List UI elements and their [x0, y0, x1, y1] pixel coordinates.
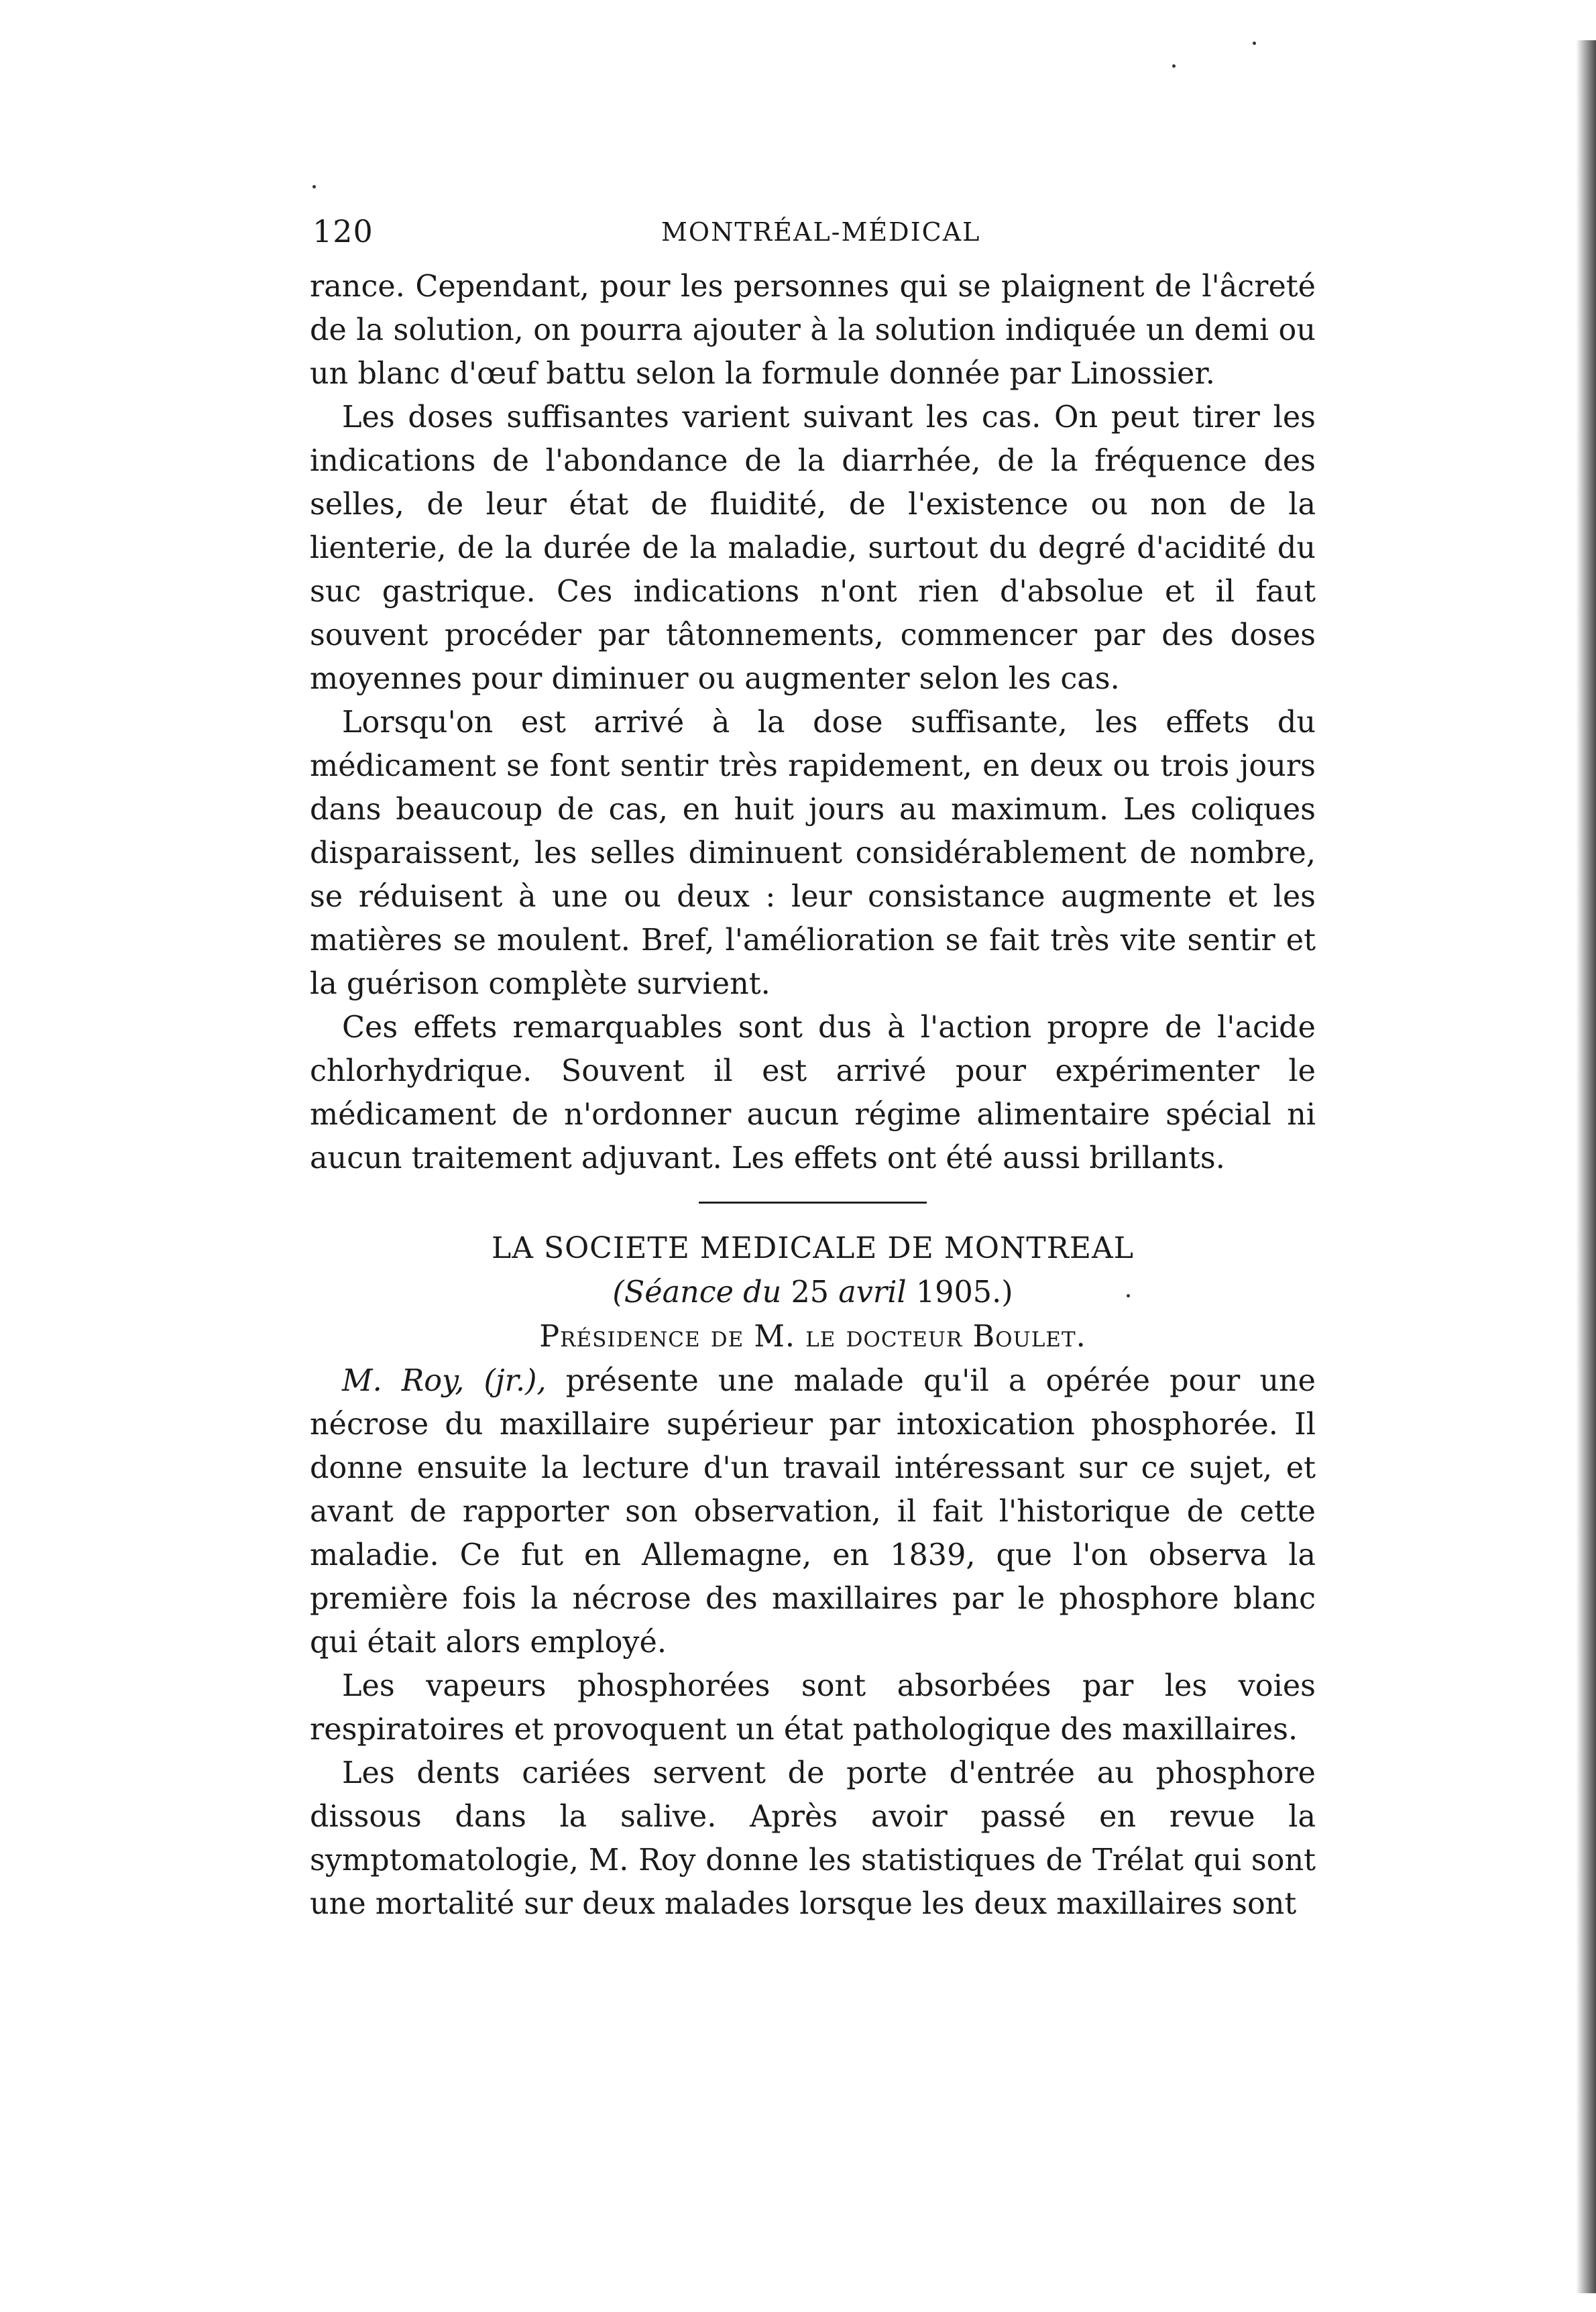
session-open: (	[612, 1275, 624, 1310]
journal-title: MONTRÉAL-MÉDICAL	[661, 217, 981, 247]
page-edge-shadow	[1576, 40, 1596, 2293]
session-date	[310, 1271, 1316, 1315]
session-day: 25	[791, 1275, 830, 1310]
paragraph-teeth: Les dents cariées servent de porte d'entrée au phosphore dissous dans la salive. Après avoir passé en revue la symptomatologie, M. Roy donne les statistiques de Trélat qui sont une mortalité sur deux malades lorsque les deux maxillaires sont	[310, 1756, 1316, 1921]
session-year: 1905.	[915, 1275, 1002, 1310]
paragraph-continuation: rance. Cependant, pour les personnes qui se plaignent de l'âcreté de la solution, on pourra ajouter à la solution indiquée un demi ou un blanc d'œuf battu selon la formule donnée par Linossier.	[310, 270, 1316, 391]
section-title: LA SOCIETE MEDICALE DE MONTREAL	[491, 1231, 1134, 1265]
paragraph-remarkable-effects: Ces effets remarquables sont dus à l'action propre de l'acide chlorhydrique. Souvent il est arrivé pour expérimenter le médicament de n'ordonner aucun régime alimentaire spécial ni aucun traitement adjuvant. Les effets ont été aussi brillants.	[310, 1010, 1316, 1175]
page-number: 120	[312, 213, 374, 249]
scan-speck	[1253, 42, 1256, 45]
paragraph-roy-presentation	[310, 1359, 1316, 1664]
speaker-name: M. Roy, (jr.),	[342, 1364, 547, 1398]
session-month: avril	[838, 1275, 907, 1310]
scan-speck	[1127, 1294, 1130, 1297]
session-label: Séance du	[624, 1275, 782, 1310]
scan-speck	[312, 185, 316, 188]
paragraph-vapors: Les vapeurs phosphorées sont absorbées par les voies respiratoires et provoquent un état pathologique des maxillaires.	[310, 1669, 1316, 1747]
paragraph-doses: Les doses suffisantes varient suivant les cas. On peut tirer les indications de l'abondance de la diarrhée, de la fréquence des selles, de leur état de fluidité, de l'existence ou non de la lienterie, de la durée de la maladie, surtout du degré d'acidité du suc gastrique. Ces indications n'ont rien d'absolue et il faut souvent procéder par tâtonnements, commencer par des doses moyennes pour diminuer ou augmenter selon les cas.	[310, 400, 1316, 696]
body-text	[310, 265, 1316, 1926]
paragraph-effects: Lorsqu'on est arrivé à la dose suffisante, les effets du médicament se font sentir très rapidement, en deux ou trois jours dans beaucoup de cas, en huit jours au maximum. Les coliques disparaissent, les selles diminuent considérablement de nombre, se réduisent à une ou deux : leur consistance augmente et les matières se moulent. Bref, l'amélioration se fait très vite sentir et la guérison complète survient.	[310, 705, 1316, 1001]
section-divider	[699, 1202, 927, 1204]
presidency-line: Présidence de M. le docteur Boulet.	[539, 1320, 1086, 1354]
scan-speck	[1172, 64, 1176, 68]
session-close: )	[1001, 1275, 1013, 1310]
paragraph-roy-text: présente une malade qu'il a opérée pour une nécrose du maxillaire supérieur par intoxication phosphorée. Il donne ensuite la lecture d'un travail intéressant sur ce sujet, et avant de rapporter son observation, il fait l'historique de cette maladie. Ce fut en Allemagne, en 1839, que l'on observa la première fois la nécrose des maxillaires par le phosphore blanc qui était alors employé.	[310, 1364, 1316, 1660]
running-head	[312, 213, 1305, 253]
